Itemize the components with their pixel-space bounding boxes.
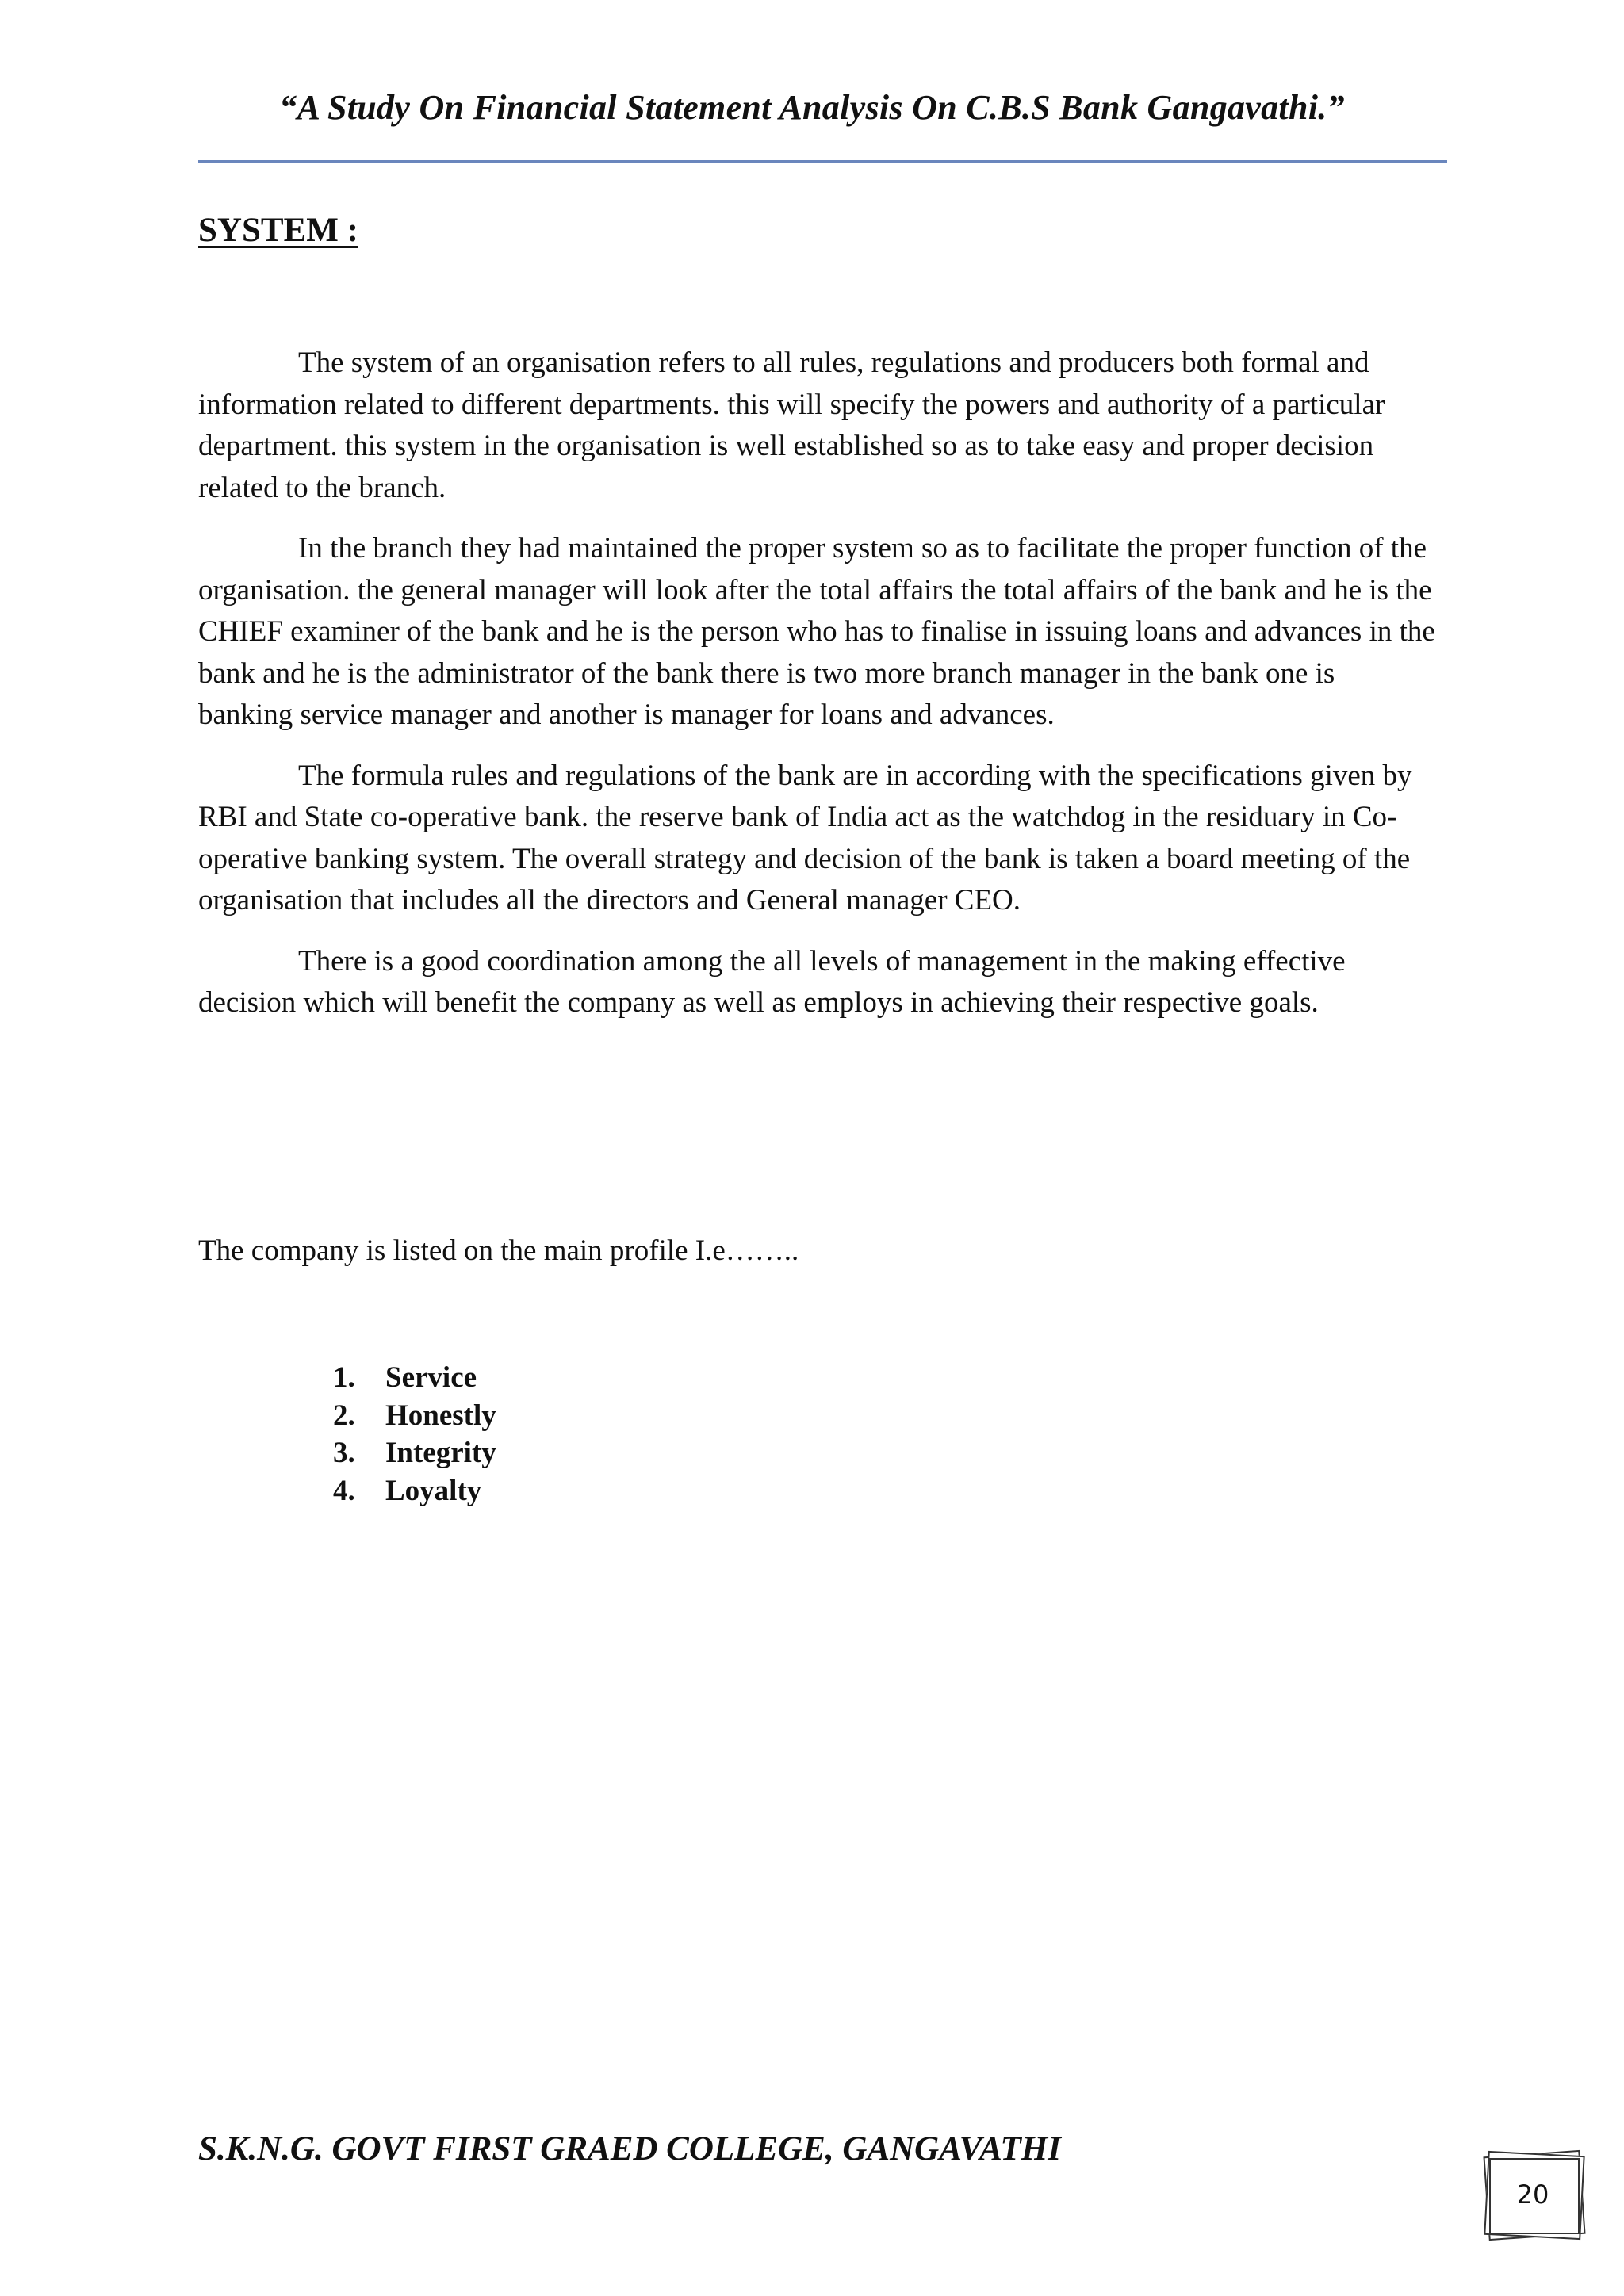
list-number: 1. (333, 1361, 355, 1394)
profile-intro: The company is listed on the main profile I.e…….. (198, 1234, 799, 1267)
list-label: Integrity (385, 1437, 496, 1469)
list-label: Service (385, 1361, 477, 1394)
list-item (333, 1397, 496, 1435)
list-number: 4. (333, 1474, 355, 1507)
section-heading: SYSTEM : (198, 212, 358, 249)
list-number: 3. (333, 1437, 355, 1469)
list-number: 2. (333, 1399, 355, 1432)
page-number-box (1481, 2149, 1584, 2240)
running-header-title: “A Study On Financial Statement Analysis On C.B.S Bank Gangavathi.” (279, 88, 1345, 127)
list-item (333, 1434, 496, 1472)
body-text (198, 342, 1435, 1043)
list-label: Honestly (385, 1399, 496, 1432)
paragraph: The system of an organisation refers to all rules, regulations and producers both formal and information related to different departments. this will specify the powers and authority of a particular department. this system in the organisation is well established so as to take easy and proper decision related to the branch. (198, 346, 1385, 504)
paragraph: The formula rules and regulations of the bank are in according with the specifications given by RBI and State co-operative bank. the reserve bank of India act as the watchdog in the residuary in Co-operative banking system. The overall strategy and decision of the bank is taken a board meeting of the organisation that includes all the directors and General manager CEO. (198, 759, 1412, 916)
footer-college-name: S.K.N.G. GOVT FIRST GRAED COLLEGE, GANGAVATHI (198, 2130, 1061, 2168)
page-number: 20 (1516, 2179, 1549, 2210)
paragraph: In the branch they had maintained the proper system so as to facilitate the proper function of the organisation. the general manager will look after the total affairs the total affairs of the bank and he is the CHIEF examiner of the bank and he is the person who has to finalise in issuing loans and advances in the bank and he is the administrator of the bank there is two more branch manager in the bank one is banking service manager and another is manager for loans and advances. (198, 532, 1435, 731)
paragraph: There is a good coordination among the all levels of management in the making effective decision which will benefit the company as well as employs in achieving their respective goals. (198, 944, 1346, 1019)
profile-values-list (333, 1359, 496, 1510)
list-label: Loyalty (385, 1474, 482, 1507)
header-divider (198, 160, 1447, 163)
list-item (333, 1472, 496, 1510)
list-item (333, 1359, 496, 1397)
